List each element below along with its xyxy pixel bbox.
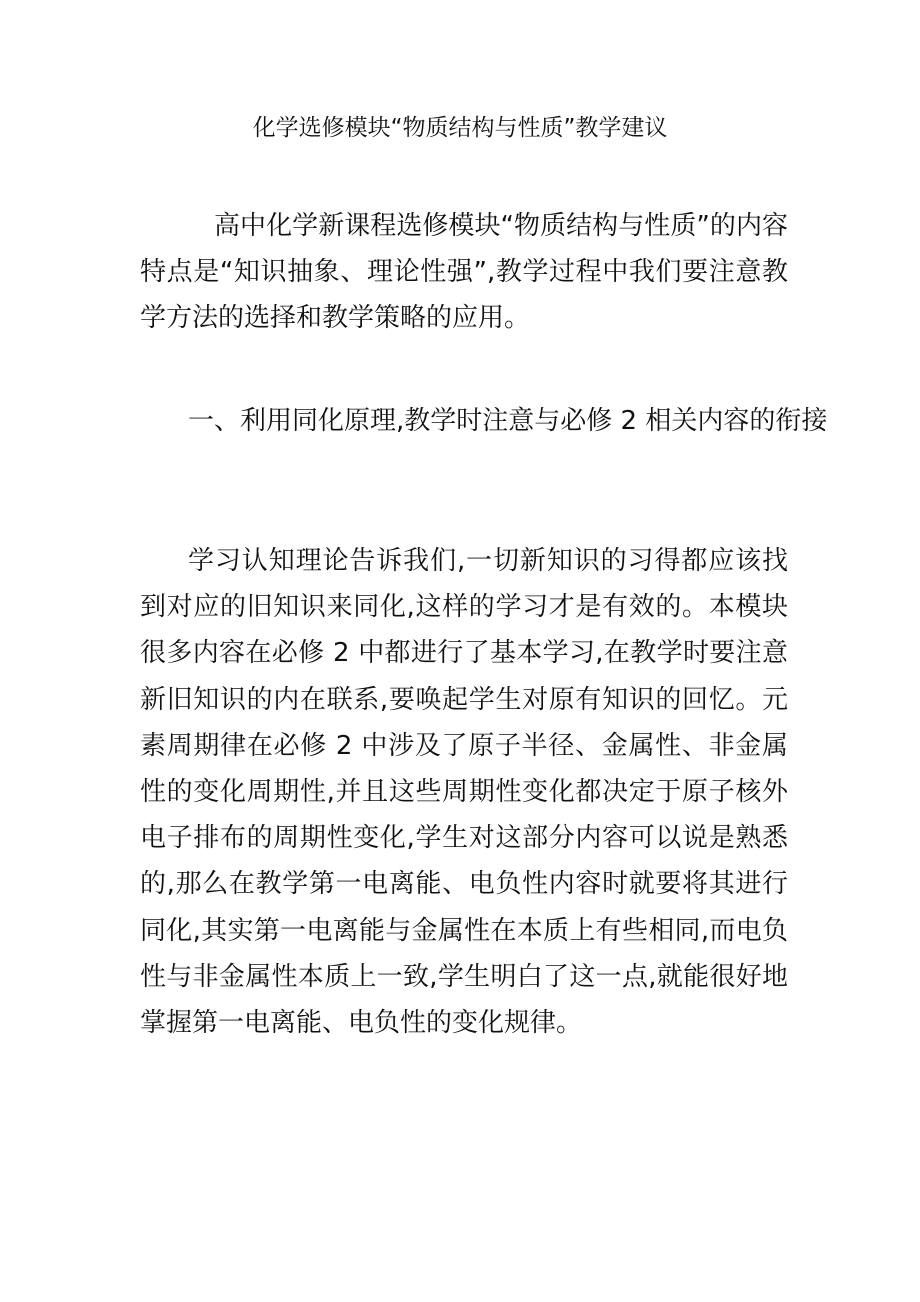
document-title: 化学选修模块“物质结构与性质”教学建议 bbox=[252, 115, 668, 141]
body-paragraph: 学习认知理论告诉我们,一切新知识的习得都应该找到对应的旧知识来同化,这样的学习才是有效的。本模块很多内容在必修 2 中都进行了基本学习,在教学时要注意新旧知识的内在联系,要唤起学生对原有知识的回忆。元素周期律在必修 2 中涉及了原子半径、金属性、非金属性的变化周期性,并且这些周期性变化都决定于原子核外电子排布的周期性变化,学生对这部分内容可以说是熟悉的,那么在教学第一电离能、电负性内容时就要将其进行同化,其实第一电离能与金属性在本质上有些相同,而电负性与非金属性本质上一致,学生明白了这一点,就能很好地掌握第一电离能、电负性的变化规律。 bbox=[140, 546, 788, 1039]
section-heading: 一、利用同化原理,教学时注意与必修 2 相关内容的衔接 bbox=[188, 406, 828, 436]
intro-paragraph: 高中化学新课程选修模块“物质结构与性质”的内容特点是“知识抽象、理论性强”,教学过程中我们要注意教学方法的选择和教学策略的应用。 bbox=[140, 211, 788, 334]
